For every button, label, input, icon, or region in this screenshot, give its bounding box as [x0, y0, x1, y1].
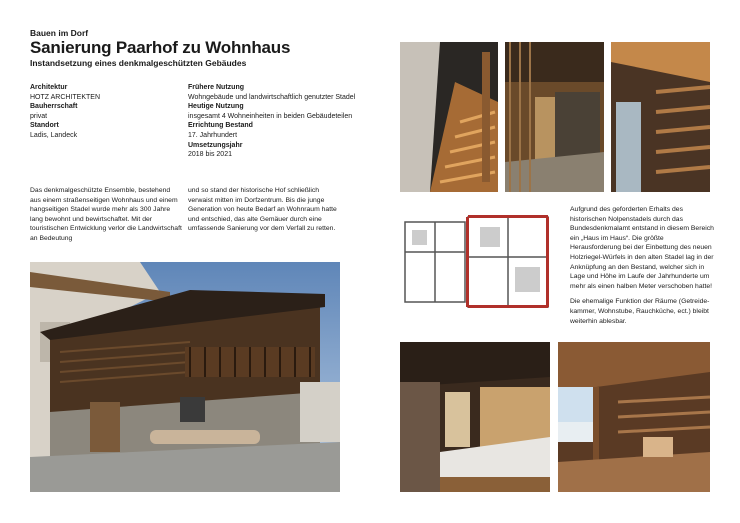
- fact-value: Ladis, Landeck: [30, 131, 78, 139]
- facts-right: [188, 83, 363, 160]
- fact-value: 17. Jahrhundert: [188, 131, 238, 139]
- fact-label: Errichtung Bestand: [188, 122, 253, 130]
- fact-label: Heutige Nutzung: [188, 103, 244, 111]
- attic-photo: [558, 342, 710, 492]
- page-title: Sanierung Paarhof zu Wohnhaus: [30, 38, 291, 57]
- fact-label: Frühere Nutzung: [188, 84, 244, 91]
- fact-value: privat: [30, 112, 48, 120]
- sidebar-text: [570, 205, 715, 332]
- fact-value: Wohngebäude und landwirtschaftlich genutzter Stadel: [188, 93, 356, 101]
- bedroom-photo: [400, 342, 550, 492]
- body-paragraph: und so stand der historische Hof schließlich verwaist mitten im Dorfzentrum. Bis die junge Generation von heute Bedarf an Wohnraum hatte und entschied, das alte Gemäuer durch eine umfassende Sanierung vor dem Verfall zu retten.: [188, 187, 337, 233]
- hallway-photo: [505, 42, 604, 192]
- fact-value: insgesamt 4 Wohneinheiten in beiden Gebäudeteilen: [188, 112, 353, 120]
- body-paragraph: Aufgrund des geforderten Erhalts des historischen Nolpenstadels durch das Bundesdenkmalamt entstand in diesem Bereich ein „Haus im Haus“. Die größte Herausforderung bei der Einbettung des neuen Holzriegel-Würfels in den alten Stadel lag in der Anknüpfung an den Bestand, welcher sich in Lage und Höhe im Laufe der Jahrhunderte um mehr als einen halben Meter verschoben hatte!: [570, 206, 714, 290]
- fact-value: HOTZ ARCHITEKTEN: [30, 93, 101, 101]
- body-paragraph: Die ehemalige Funktion der Räume (Getreidekammer, Wohnstube, Rauchküche, ect.) bleibt weiterhin ablesbar.: [570, 298, 710, 325]
- fact-value: 2018 bis 2021: [188, 151, 232, 159]
- kicker: Bauen im Dorf: [30, 28, 89, 38]
- fact-label: Umsetzungsjahr: [188, 141, 243, 149]
- body-paragraph: Das denkmalgeschützte Ensemble, bestehend aus einem straßenseitigen Wohnhaus und einem hangseitigen Stadel wurde mehr als 300 Jahre lang bewohnt und bewirtschaftet. Mit der touristischen Entwicklung verlor die Landwirtschaft an Bedeutung: [30, 187, 182, 242]
- page-subtitle: Instandsetzung eines denkmalgeschützten Gebäudes: [30, 58, 247, 68]
- fact-label: Standort: [30, 122, 59, 130]
- stair-photo: [400, 42, 498, 192]
- fact-label: Bauherrschaft: [30, 103, 78, 111]
- fact-label: Architektur: [30, 84, 68, 91]
- floor-plan: [400, 212, 555, 317]
- facade-detail-photo: [611, 42, 710, 192]
- exterior-photo: [30, 262, 340, 492]
- facts-left: [30, 83, 180, 141]
